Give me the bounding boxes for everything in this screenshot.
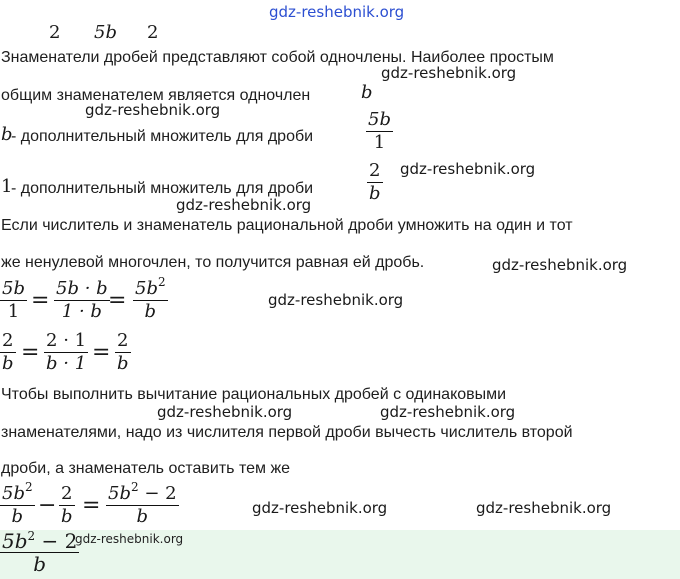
equals-sign: = xyxy=(31,288,50,313)
eq2-fraction-b xyxy=(44,330,88,375)
fraction-denominator: b xyxy=(136,506,149,527)
top-fragment-1: 2 xyxy=(49,22,61,43)
eq3-fraction-a xyxy=(0,480,35,528)
fraction-denominator: b xyxy=(11,506,24,527)
fraction-numerator: 2 xyxy=(369,160,381,181)
watermark: gdz-reshebnik.org xyxy=(268,291,404,309)
fraction-denominator: b xyxy=(144,301,157,322)
text-line-2: общим знаменателем является одночлен xyxy=(1,87,311,104)
watermark: gdz-reshebnik.org xyxy=(157,403,293,421)
watermark: gdz-reshebnik.org xyxy=(476,499,612,517)
fraction-numerator: $5b^2 - 2$ xyxy=(108,480,177,504)
eq1-fraction-b xyxy=(54,278,110,323)
eq1-fraction-c xyxy=(133,275,168,323)
watermark: gdz-reshebnik.org xyxy=(85,101,221,119)
watermark: gdz-reshebnik.org xyxy=(75,532,184,546)
text-line-4: - дополнительный множитель для дроби xyxy=(11,180,314,197)
fraction-numerator: 5b xyxy=(368,109,391,130)
fraction-denominator: b xyxy=(2,353,14,374)
fraction-numerator: $5b^2 - 2$ xyxy=(2,529,78,553)
watermark: gdz-reshebnik.org xyxy=(252,499,388,517)
fraction-denominator: b xyxy=(61,506,73,527)
equals-sign: = xyxy=(21,340,40,365)
text-line-1: Знаменатели дробей представляют собой одночлены. Наиболее простым xyxy=(1,49,554,66)
fraction-numerator: 2 xyxy=(117,330,129,351)
eq1-fraction-a xyxy=(0,278,27,323)
fraction-denominator: b xyxy=(369,183,381,204)
fraction-denominator: 1 · b xyxy=(61,301,102,322)
text-line-3: - дополнительный множитель для дроби xyxy=(11,128,314,145)
text-line-8: знаменателями, надо из числителя первой дроби вычесть числитель второй xyxy=(1,424,573,441)
equals-sign: = xyxy=(108,288,127,313)
answer-fraction xyxy=(0,530,79,575)
fraction-denominator: 1 xyxy=(373,132,386,153)
top-fragment-2: 5b xyxy=(94,22,117,43)
fraction-denominator: b xyxy=(117,353,129,374)
watermark: gdz-reshebnik.org xyxy=(400,160,536,178)
minus-sign: − xyxy=(38,493,57,518)
watermark: gdz-reshebnik.org xyxy=(381,64,517,82)
fraction-numerator: $5b^2$ xyxy=(135,275,166,299)
text-line-5: Если числитель и знаменатель рациональной дроби умножить на один и тот xyxy=(1,217,573,234)
equals-sign: = xyxy=(92,340,111,365)
eq3-fraction-b xyxy=(59,483,75,528)
text-line-7: Чтобы выполнить вычитание рациональных дробей с одинаковыми xyxy=(1,386,507,403)
text-line-6: же ненулевой многочлен, то получится равная ей дробь. xyxy=(1,254,425,271)
var-b: b xyxy=(1,124,13,145)
watermark: gdz-reshebnik.org xyxy=(492,256,628,274)
fraction-denominator: b xyxy=(33,552,47,576)
fraction-numerator: 2 · 1 xyxy=(46,330,87,351)
fraction-2-over-b xyxy=(367,160,383,205)
num-1: 1 xyxy=(1,176,13,197)
eq2-fraction-c xyxy=(115,330,131,375)
fraction-5b-over-1 xyxy=(366,109,393,154)
fraction-numerator: 5b · b xyxy=(56,278,108,299)
fraction-denominator: 1 xyxy=(7,301,20,322)
watermark: gdz-reshebnik.org xyxy=(269,3,405,21)
fraction-numerator: 2 xyxy=(2,330,14,351)
eq2-fraction-a xyxy=(0,330,16,375)
watermark: gdz-reshebnik.org xyxy=(380,403,516,421)
fraction-numerator: 5b xyxy=(2,278,25,299)
var-b: b xyxy=(361,82,373,103)
eq3-fraction-c xyxy=(106,480,179,528)
equals-sign: = xyxy=(82,493,101,518)
top-fragment-3: 2 xyxy=(147,22,159,43)
watermark: gdz-reshebnik.org xyxy=(176,196,312,214)
text-line-9: дроби, а знаменатель оставить тем же xyxy=(1,460,291,477)
fraction-numerator: 2 xyxy=(61,483,73,504)
fraction-denominator: b · 1 xyxy=(46,353,87,374)
fraction-numerator: $5b^2$ xyxy=(2,480,33,504)
